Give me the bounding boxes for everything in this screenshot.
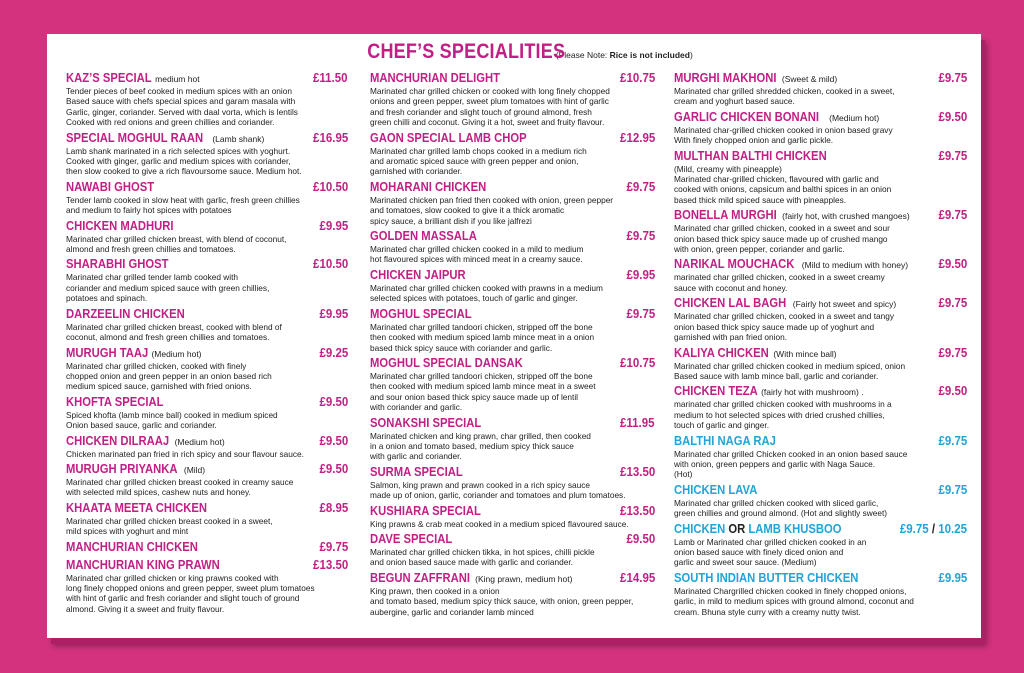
dish-description: Marinated char grilled tandoori chicken, stripped off the bone then cooked with medium spiced lamb mince meat in a sweet and sour onion based thick spicy sauce made up of lentil with coriander and garlic. <box>370 370 596 413</box>
menu-item <box>674 70 967 107</box>
dish-price: £9.75 <box>938 433 967 448</box>
dish-description: Marinated char grilled chicken or cooked with long finely chopped onions and green pepper, sweet plum tomatoes with hint of garlic and fresh coriander and slight touch of ground almond, fresh green chilli and coconut. Giving it a hot, sweet and fruity flavour. <box>370 86 610 128</box>
dish-name-or: OR <box>728 521 746 536</box>
menu-item-header <box>674 70 967 86</box>
menu-item-header <box>66 256 348 272</box>
menu-item <box>370 503 655 529</box>
dish-price: £9.50 <box>938 109 967 124</box>
dish-name: CHICKEN DILRAAJ <box>66 433 170 448</box>
dish-name-part: LAMB KHUSBOO <box>748 521 842 536</box>
dish-price: £9.50 <box>938 257 967 272</box>
dish-name: GOLDEN MASSALA <box>370 229 477 244</box>
menu-item <box>370 570 655 617</box>
menu-item <box>370 464 655 501</box>
dish-description: Marinated char grilled chicken cooked with sliced garlic, green chillies and ground almond. (Hot and slightly sweet) <box>674 497 888 519</box>
dish-price: £11.50 <box>313 71 348 85</box>
dish-price: £8.95 <box>319 500 348 515</box>
menu-item <box>674 295 967 342</box>
dish-name: CHICKEN MADHURI <box>66 218 174 233</box>
menu-item-header <box>370 267 655 283</box>
dish-name: NARIKAL MOUCHACK <box>674 257 795 272</box>
dish-price: £9.50 <box>626 531 655 546</box>
dish-name: BONELLA MURGHI <box>674 208 777 223</box>
dish-name: KHAATA MEETA CHICKEN <box>66 500 208 515</box>
dish-description: Marinated char grilled chicken, cooked in a sweet and sour onion based thick spicy sauce made up of crushed mango with onion, green pepper, coriander and garlic. <box>674 223 890 255</box>
dish-price <box>900 521 967 537</box>
dish-price: £9.75 <box>938 71 967 85</box>
dish-name: SURMA SPECIAL <box>370 464 463 479</box>
dish-name: CHICKEN LAVA <box>674 482 758 497</box>
dish-price: £14.95 <box>619 570 655 585</box>
dish-price: £9.75 <box>938 296 967 311</box>
dish-name: KALIYA CHICKEN <box>674 345 769 360</box>
menu-item <box>66 306 348 343</box>
dish-description: Marinated char grilled chicken breast, cooked with blend of coconut, almond and fresh green chillies and tomatoes. <box>66 321 282 343</box>
dish-description: Marinated char grilled shredded chicken, cooked in a sweet, cream and yoghurt based sauce. <box>674 86 895 107</box>
dish-name: MANCHURIAN CHICKEN <box>66 539 198 554</box>
dish-name: MULTHAN BALTHI CHICKEN <box>674 148 827 163</box>
dish-price-part: £9.75 <box>899 521 929 536</box>
dish-price: £13.50 <box>312 557 348 572</box>
dish-description: marinated char grilled chicken cooked with mushrooms in a medium to hot selected spices with dried crushed chillies, touch of garlic and ginger. <box>674 399 892 431</box>
dish-description: Spiced khofta (lamb mince ball) cooked in medium spiced Onion based sauce, garlic and coriander. <box>66 409 278 431</box>
dish-description: Marinated chicken pan fried then cooked with onion, green pepper and tomatoes, slow cooked to give it a thick aromatic spicy sauce, a brilliant dish if you like jalfrezi <box>370 194 614 226</box>
dish-note: (Sweet & mild) <box>781 74 838 84</box>
menu-item-header <box>370 179 655 195</box>
menu-item-header <box>370 464 655 480</box>
menu-item <box>370 355 655 413</box>
menu-item <box>66 433 348 459</box>
dish-description: Marinated char grilled chicken cooked in a mild to medium hot flavoured spices with minced meat in a creamy sauce. <box>370 244 584 265</box>
dish-description: Tender pieces of beef cooked in medium spices with an onion Based sauce with chefs special spices and garam masala with Garlic, ginger, coriander. Served with daal vorta, which is lentils Cooked with red onions and green chillies and coriander. <box>66 86 298 128</box>
dish-name: KUSHIARA SPECIAL <box>370 503 481 518</box>
dish-price: £9.75 <box>938 208 967 223</box>
menu-item <box>674 521 967 568</box>
dish-name: DARZEELIN CHICKEN <box>66 306 185 321</box>
dish-description: Lamb or Marinated char grilled chicken cooked in an onion based sauce with finely diced onion and garlic and sweet sour sauce. (Medium) <box>674 536 867 568</box>
menu-item-header <box>674 207 967 223</box>
dish-name: MOHARANI CHICKEN <box>370 179 487 194</box>
dish-description: Marinated char grilled chicken cooked with prawns in a medium selected spices with potatoes, touch of garlic and ginger. <box>370 282 603 304</box>
menu-item <box>66 179 348 216</box>
dish-name-part: CHICKEN <box>674 521 726 536</box>
menu-item <box>66 500 348 537</box>
dish-note: (Mild) <box>183 464 206 475</box>
dish-note: (King prawn, medium hot) <box>475 573 573 584</box>
menu-item <box>370 531 655 568</box>
dish-description: Chicken marinated pan fried in rich spicy and sour flavour sauce. <box>66 448 304 459</box>
menu-item-header <box>370 531 655 547</box>
menu-item <box>66 218 348 255</box>
menu-item-header <box>66 433 348 449</box>
menu-item <box>66 461 348 498</box>
menu-column-3 <box>674 70 967 619</box>
dish-price: £9.95 <box>626 267 655 282</box>
dish-note: (Fairly hot sweet and spicy) <box>792 299 897 310</box>
menu-item-header <box>674 345 967 361</box>
dish-name: CHICKEN JAIPUR <box>370 267 466 282</box>
dish-price: £10.75 <box>619 355 655 370</box>
dish-price: £9.75 <box>938 345 967 360</box>
menu-item-header <box>66 70 348 86</box>
menu-item <box>674 207 967 254</box>
dish-price: £9.75 <box>938 482 967 497</box>
dish-description: Marinated char grilled chicken or king prawns cooked with long finely chopped onions and green pepper, sweet plum tomatoes with hint of garlic and fresh coriander and slight touch of ground almond. Giving it a sweet and fruity flavour. <box>66 572 315 614</box>
menu-item-header <box>66 394 348 410</box>
dish-description: marinated char grilled chicken, cooked in a sweet creamy sauce with coconut and honey. <box>674 272 885 293</box>
dish-price: £9.25 <box>319 345 348 360</box>
menu-item <box>66 557 348 615</box>
dish-description: Marinated char grilled chicken breast, with blend of coconut, almond and fresh green chillies and tomatoes. <box>66 233 287 255</box>
price-separator: / <box>931 521 936 536</box>
menu-item <box>370 267 655 304</box>
dish-name: BALTHI NAGA RAJ <box>674 433 776 448</box>
dish-price: £9.95 <box>319 218 348 233</box>
menu-item-header <box>674 521 967 537</box>
menu-item-header <box>674 148 967 164</box>
dish-description: Tender lamb cooked in slow heat with garlic, fresh green chillies and medium to fairly hot spices with potatoes <box>66 194 300 216</box>
dish-description: Marinated char grilled lamb chops cooked in a medium rich and aromatic spiced sauce with green pepper and onion, garnished with coriander. <box>370 145 587 177</box>
menu-item-header <box>674 109 967 125</box>
dish-name: NAWABI GHOST <box>66 179 155 194</box>
dish-name: MURUGH PRIYANKA <box>66 461 178 476</box>
dish-description: Marinated Chargrilled chicken cooked in finely chopped onions, garlic, in mild to medium spices with ground almond, coconut and cream. Bhuna style curry with a creamy nutty twist. <box>674 585 914 617</box>
dish-price: £13.50 <box>619 464 655 479</box>
menu-column-1 <box>66 70 348 616</box>
dish-note: (With mince ball) <box>773 348 837 359</box>
dish-description: Marinated char grilled chicken tikka, in hot spices, chilli pickle and onion based sauce made with garlic and coriander. <box>370 546 595 568</box>
dish-description: King prawns & crab meat cooked in a medium spiced flavoured sauce. <box>370 518 629 529</box>
dish-description: Marinated char grilled chicken breast cooked in a sweet, mild spices with yoghurt and mint <box>66 515 273 537</box>
menu-item-header <box>66 557 348 573</box>
dish-note: medium hot <box>155 74 200 84</box>
dish-price: £10.75 <box>619 71 655 85</box>
dish-note: (Medium hot) <box>151 348 202 359</box>
dish-name: BEGUN ZAFFRANI <box>370 570 470 585</box>
dish-note: (Lamb shank) <box>212 133 265 144</box>
dish-price-part: 10.25 <box>938 521 967 536</box>
dish-price: £9.75 <box>626 179 655 194</box>
dish-price: £9.50 <box>319 433 348 448</box>
menu-item-header <box>66 500 348 516</box>
menu-item <box>370 70 655 128</box>
dish-price: £9.95 <box>938 570 967 585</box>
dish-price: £9.50 <box>938 384 967 399</box>
dish-name: DAVE SPECIAL <box>370 531 453 546</box>
dish-description: Marinated char grilled chicken, cooked in a sweet and tangy onion based thick spicy sauce made up of yoghurt and garnished with pan fried onion. <box>674 311 894 343</box>
dish-description: Marinated char grilled chicken, cooked with finely chopped onion and green pepper in an onion based rich medium spiced sauce, garnished with fried onions. <box>66 360 272 392</box>
dish-name: KHOFTA SPECIAL <box>66 394 164 409</box>
dish-name: SOUTH INDIAN BUTTER CHICKEN <box>674 570 859 585</box>
dish-description: King prawn, then cooked in a onion and tomato based, medium spicy thick sauce, with onion, green pepper, aubergine, garlic and coriander lamb minced <box>370 585 634 617</box>
menu-item-header <box>66 306 348 322</box>
dish-name: MURGHI MAKHONI <box>674 71 777 85</box>
menu-item-header <box>674 256 967 272</box>
dish-note: (Medium hot) <box>829 112 880 123</box>
dish-name: MOGHUL SPECIAL DANSAK <box>370 355 523 370</box>
menu-item <box>674 345 967 382</box>
page-title: CHEF’S SPECIALITIES <box>367 40 566 63</box>
menu-item <box>674 433 967 480</box>
menu-item <box>370 179 655 226</box>
dish-note: (fairly hot with mushroom) . <box>761 387 864 398</box>
dish-price: £16.95 <box>312 130 348 145</box>
dish-price: £9.75 <box>626 306 655 321</box>
dish-price: £9.75 <box>938 148 967 163</box>
dish-price: £9.75 <box>626 229 655 244</box>
dish-description: Marinated chicken and king prawn, char grilled, then cooked in a onion and tomato based, medium spicy thick sauce with garlic and coriander. <box>370 430 591 462</box>
menu-item <box>674 482 967 519</box>
menu-item-header <box>674 383 967 399</box>
menu-item <box>370 415 655 462</box>
dish-price: £13.50 <box>619 503 655 518</box>
dish-note: (Mild to medium with honey) <box>801 260 909 271</box>
dish-price: £9.75 <box>319 539 348 554</box>
dish-note: (fairly hot, with crushed mangoes) <box>782 211 910 222</box>
dish-price: £9.50 <box>319 394 348 409</box>
menu-item <box>66 539 348 555</box>
menu-item <box>370 228 655 265</box>
dish-name: MURUGH TAAJ <box>66 345 149 360</box>
menu-item-header <box>370 570 655 586</box>
menu-item <box>66 256 348 303</box>
menu-item-header <box>674 295 967 311</box>
rice-note: (Please Note: Rice is not included) <box>555 50 693 60</box>
menu-column-2 <box>370 70 655 619</box>
menu-item-header <box>66 461 348 477</box>
menu-item-header <box>370 70 655 86</box>
dish-name <box>674 521 842 537</box>
menu-item-header <box>674 482 967 498</box>
dish-price: £11.95 <box>620 415 655 430</box>
menu-item-header <box>674 570 967 586</box>
dish-description: Marinated char-grilled chicken cooked in onion based gravy With finely chopped onion and garlic pickle. <box>674 124 893 146</box>
dish-name: GARLIC CHICKEN BONANI <box>674 109 819 124</box>
menu-item <box>674 109 967 146</box>
menu-item-header <box>370 355 655 371</box>
menu-item-header <box>66 179 348 195</box>
menu-item <box>66 345 348 392</box>
menu-item-header <box>66 218 348 234</box>
dish-description: Salmon, king prawn and prawn cooked in a rich spicy sauce made up of onion, garlic, coriander and tomatoes and plum tomatoes. <box>370 479 626 501</box>
menu-item-header <box>370 415 655 431</box>
dish-name: KAZ’S SPECIAL <box>66 71 152 85</box>
menu-item <box>66 130 348 177</box>
menu-item-header <box>66 345 348 361</box>
dish-description: Lamb shank marinated in a rich selected spices with yoghurt. Cooked with ginger, garlic and medium spices with coriander, then slow cooked to give a rich flavoursome sauce. Medium hot. <box>66 145 302 177</box>
dish-description: (Mild, creamy with pineapple) Marinated char-grilled chicken, flavoured with garlic and cooked with onions, capsicum and balthi spices in an onion based thick mild spiced sauce with pineapples. <box>674 163 892 205</box>
menu-item <box>674 256 967 293</box>
dish-name: CHICKEN LAL BAGH <box>674 296 787 311</box>
menu-card <box>47 34 981 638</box>
menu-item <box>674 570 967 617</box>
dish-name: MOGHUL SPECIAL <box>370 306 472 321</box>
menu-item <box>66 394 348 431</box>
menu-item-header <box>66 539 348 555</box>
menu-item <box>370 306 655 353</box>
dish-name: MANCHURIAN KING PRAWN <box>66 557 220 572</box>
dish-name: MANCHURIAN DELIGHT <box>370 71 500 85</box>
dish-name: SONAKSHI SPECIAL <box>370 415 482 430</box>
dish-price: £9.95 <box>319 306 348 321</box>
menu-item-header <box>370 503 655 519</box>
dish-description: Marinated char grilled Chicken cooked in an onion based sauce with onion, green peppers and garlic with Naga Sauce. (Hot) <box>674 448 908 480</box>
menu-item <box>674 148 967 206</box>
menu-item-header <box>66 130 348 146</box>
menu-item <box>674 383 967 430</box>
menu-item-header <box>370 306 655 322</box>
dish-price: £10.50 <box>312 179 348 194</box>
menu-item-header <box>370 130 655 146</box>
dish-description: Marinated char grilled tender lamb cooked with coriander and medium spiced sauce with green chillies, potatoes and spinach. <box>66 272 270 304</box>
dish-description: Marinated char grilled tandoori chicken, stripped off the bone then cooked with medium spiced lamb mince meat in a onion based thick spicy sauce with coriander and garlic. <box>370 321 595 353</box>
dish-description: Marinated char grilled chicken breast cooked in creamy sauce with selected mild spices, cashew nuts and honey. <box>66 476 294 498</box>
menu-item <box>66 70 348 128</box>
menu-item-header <box>370 228 655 244</box>
dish-name: SHARABHI GHOST <box>66 257 169 272</box>
dish-price: £10.50 <box>312 257 348 272</box>
dish-price: £9.50 <box>319 461 348 476</box>
dish-price: £12.95 <box>619 130 655 145</box>
dish-name: SPECIAL MOGHUL RAAN <box>66 130 204 145</box>
dish-description: Marinated char grilled chicken cooked in medium spiced, onion Based sauce with lamb mince ball, garlic and coriander. <box>674 360 906 381</box>
dish-note: (Medium hot) <box>174 436 225 447</box>
menu-header <box>47 40 981 64</box>
menu-item-header <box>674 433 967 449</box>
menu-item <box>370 130 655 177</box>
dish-name: GAON SPECIAL LAMB CHOP <box>370 130 527 145</box>
dish-name: CHICKEN TEZA <box>674 384 758 399</box>
